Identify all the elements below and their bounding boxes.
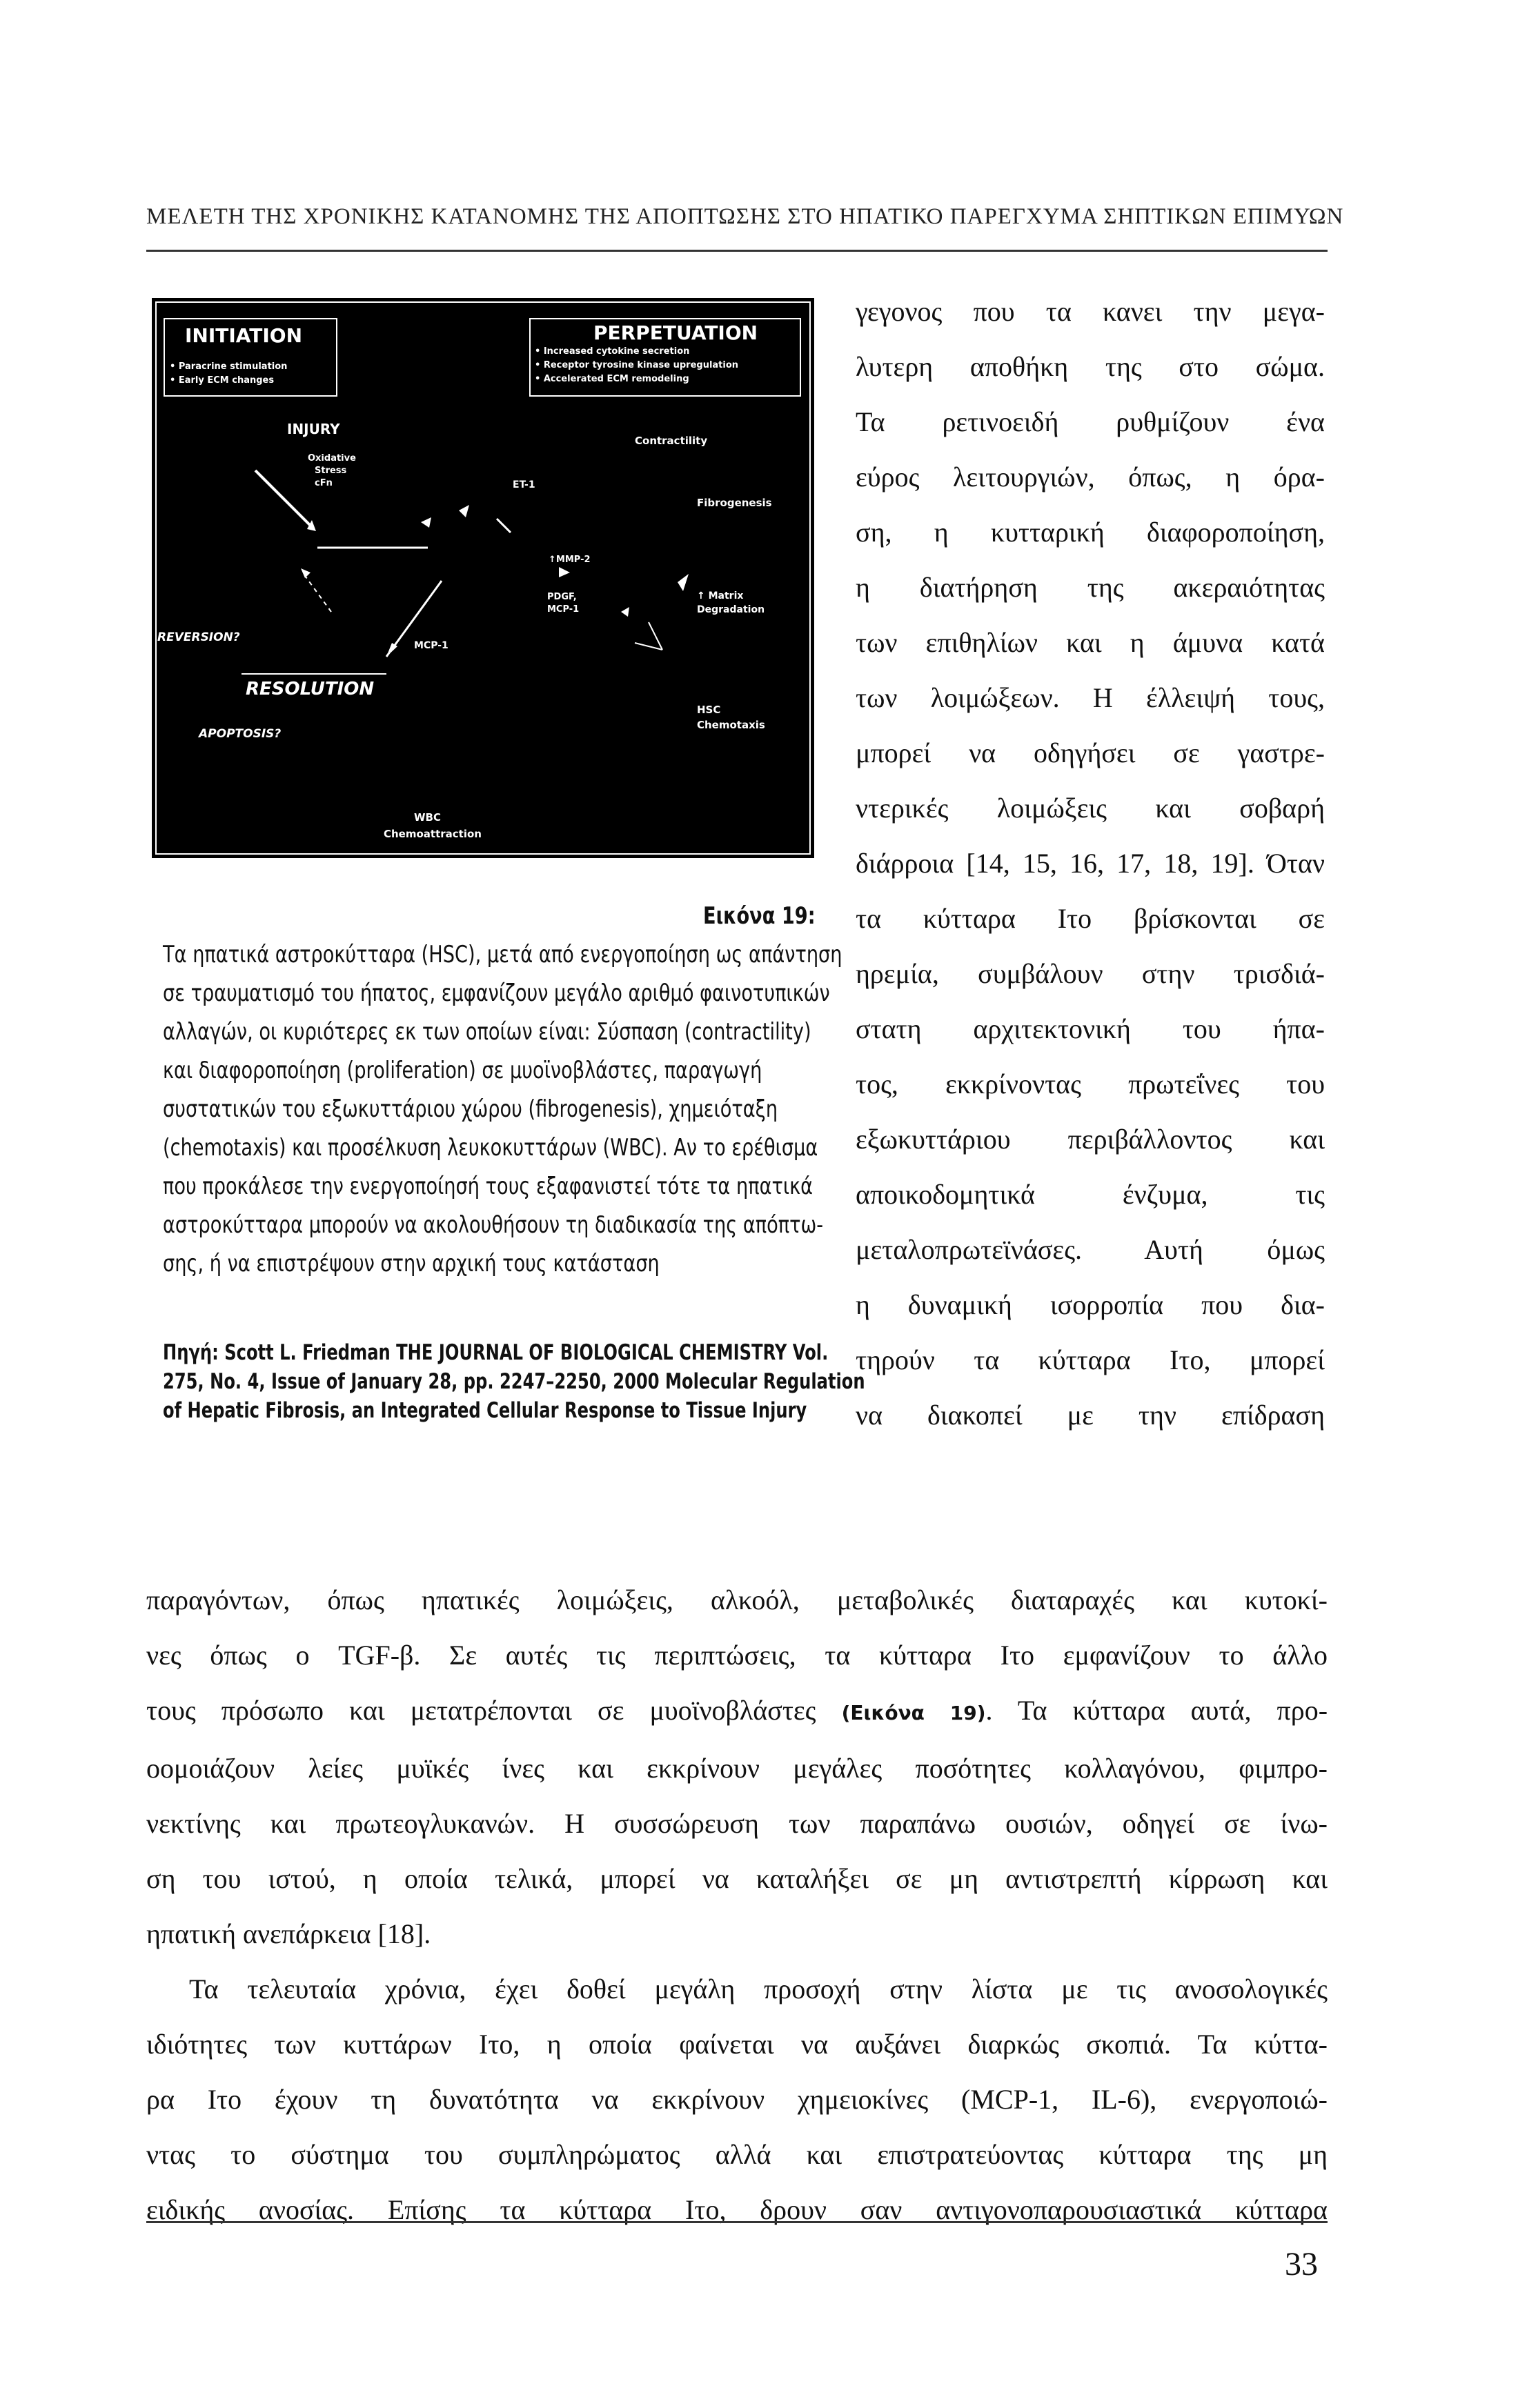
text-line: οομοιάζουν λείες μυϊκές ίνες και εκκρίνουν μεγάλες ποσότητες κολλαγόνου, φιμπρο- [146,1753,1328,1784]
label-chemoattraction: Chemoattraction [384,828,482,840]
caption-line: και διαφοροποίηση (proliferation) σε μυοϊνοβλάστες, παραγωγή [163,1057,762,1084]
label-hsc: HSC [697,704,721,716]
text-segment: . Τα κύτταρα αυτά, προ- [985,1695,1328,1726]
perpetuation-item-2: • Receptor tyrosine kinase upregulation [535,360,739,370]
label-chemotaxis: Chemotaxis [697,719,765,731]
footer-rule [146,2221,1328,2223]
text-line: διάρροια [14, 15, 16, 17, 18, 19]. Όταν [856,848,1325,879]
source-line: Πηγή: Scott L. Friedman THE JOURNAL OF BIOLOGICAL CHEMISTRY Vol. [163,1340,829,1365]
caption-line: αστροκύτταρα μπορούν να ακολουθήσουν τη διαδικασία της απόπτω- [163,1211,824,1239]
text-line: νες όπως ο TGF-β. Σε αυτές τις περιπτώσεις, τα κύτταρα Ιτο εμφανίζουν το άλλο [146,1640,1328,1671]
caption-line: σε τραυματισμό του ήπατος, εμφανίζουν μεγάλο αριθμό φαινοτυπικών [163,979,830,1007]
text-line: των λοιμώξεων. Η έλλειψή τους, [856,682,1325,713]
text-line: ση, η κυτταρική διαφοροποίηση, [856,517,1325,548]
caption-line: Τα ηπατικά αστροκύτταρα (HSC), μετά από ενεργοποίηση ως απάντηση [163,941,842,968]
page-number: 33 [1285,2246,1318,2282]
source-line: of Hepatic Fibrosis, an Integrated Cellular Response to Tissue Injury [163,1398,807,1423]
text-line: Τα ρετινοειδή ρυθμίζουν ένα [856,406,1325,437]
label-injury: INJURY [287,421,340,437]
right-column-text [856,284,1325,1443]
text-line: Τα τελευταία χρόνια, έχει δοθεί μεγάλη προσοχή στην λίστα με τις ανοσολογικές [189,1973,1328,2004]
label-fibrogenesis: Fibrogenesis [697,497,772,509]
label-reversion: REVERSION? [157,630,240,644]
figure-hsc-diagram [152,298,814,858]
text-segment: τους πρόσωπο και μετατρέπονται σε μυοϊνοβλάστες [146,1695,816,1726]
caption-line: συστατικών του εξωκυττάριου χώρου (fibrogenesis), χημειόταξη [163,1095,778,1123]
label-mcp1-b: MCP-1 [414,640,448,651]
text-line: να διακοπεί με την επίδραση [856,1400,1325,1431]
caption-line: αλλαγών, οι κυριότερες εκ των οποίων είναι: Σύσπαση (contractility) [163,1018,811,1046]
text-line: στατη αρχιτεκτονική του ήπα- [856,1013,1325,1044]
caption-line: (chemotaxis) και προσέλκυση λευκοκυττάρων (WBC). Αν το ερέθισμα [163,1134,818,1162]
label-pdgf: PDGF, [547,592,577,602]
label-matrix: ↑ Matrix [697,590,744,601]
running-header: ΜΕΛΕΤΗ ΤΗΣ ΧΡΟΝΙΚΗΣ ΚΑΤΑΝΟΜΗΣ ΤΗΣ ΑΠΟΠΤΩΣΗΣ ΣΤΟ ΗΠΑΤΙΚΟ ΠΑΡΕΓΧΥΜΑ ΣΗΠΤΙΚΩΝ ΕΠΙΜΥΩΝ [146,204,1344,229]
text-line: λυτερη αποθήκη της στο σώμα. [856,351,1325,382]
text-line: ρα Ιτο έχουν τη δυνατότητα να εκκρίνουν χημειοκίνες (MCP-1, IL-6), ενεργοποιώ- [146,2084,1328,2115]
label-resolution: RESOLUTION [246,679,375,699]
label-oxidative: Oxidative [308,453,356,464]
text-line: ειδικής ανοσίας. Επίσης τα κύτταρα Ιτο, δρουν σαν αντιγονοπαρουσιαστικά κύτταρα [146,2194,1328,2225]
label-mcp1-a: MCP-1 [547,604,580,615]
perpetuation-item-1: • Increased cytokine secretion [535,346,690,357]
text-line: εξωκυττάριου περιβάλλοντος και [856,1124,1325,1155]
label-apoptosis: APOPTOSIS? [199,727,282,741]
text-line [146,1683,1328,1741]
source-line: 275, No. 4, Issue of January 28, pp. 2247–2250, 2000 Molecular Regulation [163,1369,865,1394]
caption-line: σης, ή να επιστρέψουν στην αρχική τους κατάσταση [163,1250,660,1277]
text-line: τηρούν τα κύτταρα Ιτο, μπορεί [856,1344,1325,1375]
text-line: αποικοδομητικά ένζυμα, τις [856,1179,1325,1210]
label-cfn: cFn [315,478,333,488]
text-line: ντερικές λοιμώξεις και σοβαρή [856,793,1325,824]
text-line: ηπατική ανεπάρκεια [18]. [146,1918,431,1949]
text-line: η δυναμική ισορροπία που δια- [856,1289,1325,1320]
label-contractility: Contractility [635,435,708,447]
figure-caption [163,897,842,1283]
text-line: η διατήρηση της ακεραιότητας [856,572,1325,603]
perpetuation-item-3: • Accelerated ECM remodeling [535,374,689,384]
text-line: ιδιότητες των κυττάρων Ιτο, η οποία φαίνεται να αυξάνει διαρκώς σκοπιά. Τα κύττα- [146,2029,1328,2060]
text-line: ηρεμία, συμβάλουν στην τρισδιά- [856,958,1325,989]
text-line: νεκτίνης και πρωτεογλυκανών. Η συσσώρευση των παραπάνω ουσιών, οδηγεί σε ίνω- [146,1808,1328,1839]
figure-source [163,1338,865,1425]
text-line: παραγόντων, όπως ηπατικές λοιμώξεις, αλκοόλ, μεταβολικές διαταραχές και κυτοκί- [146,1584,1328,1615]
figure-reference: (Εικόνα 19) [841,1702,986,1724]
initiation-item-2: • Early ECM changes [170,375,275,386]
text-line: τα κύτταρα Ιτο βρίσκονται σε [856,903,1325,934]
header-rule [146,250,1328,252]
label-stress: Stress [315,466,347,476]
label-et1: ET-1 [513,479,535,490]
figure-number: Εικόνα 19: [702,902,816,930]
caption-line: που προκάλεσε την ενεργοποίησή τους εξαφανιστεί τότε τα ηπατικά [163,1173,814,1200]
text-line: τος, εκκρίνοντας πρωτεΐνες του [856,1068,1325,1099]
initiation-title: INITIATION [185,324,303,347]
text-line: μεταλοπρωτεϊνάσες. Αυτή όμως [856,1234,1325,1265]
initiation-item-1: • Paracrine stimulation [170,361,288,372]
text-line: των επιθηλίων και η άμυνα κατά [856,627,1325,658]
label-mmp2: ↑MMP-2 [549,555,591,565]
label-degradation: Degradation [697,604,765,615]
body-text [146,1573,1328,2238]
text-line: εύρος λειτουργιών, όπως, η όρα- [856,461,1325,492]
perpetuation-title: PERPETUATION [593,321,758,344]
text-line: γεγονος που τα κανει την μεγα- [856,296,1325,327]
label-wbc: WBC [414,811,441,824]
text-line: ση του ιστού, η οποία τελικά, μπορεί να καταλήξει σε μη αντιστρεπτή κίρρωση και [146,1863,1328,1894]
text-line: μπορεί να οδηγήσει σε γαστρε- [856,737,1325,768]
text-line: ντας το σύστημα του συμπληρώματος αλλά και επιστρατεύοντας κύτταρα της μη [146,2139,1328,2170]
